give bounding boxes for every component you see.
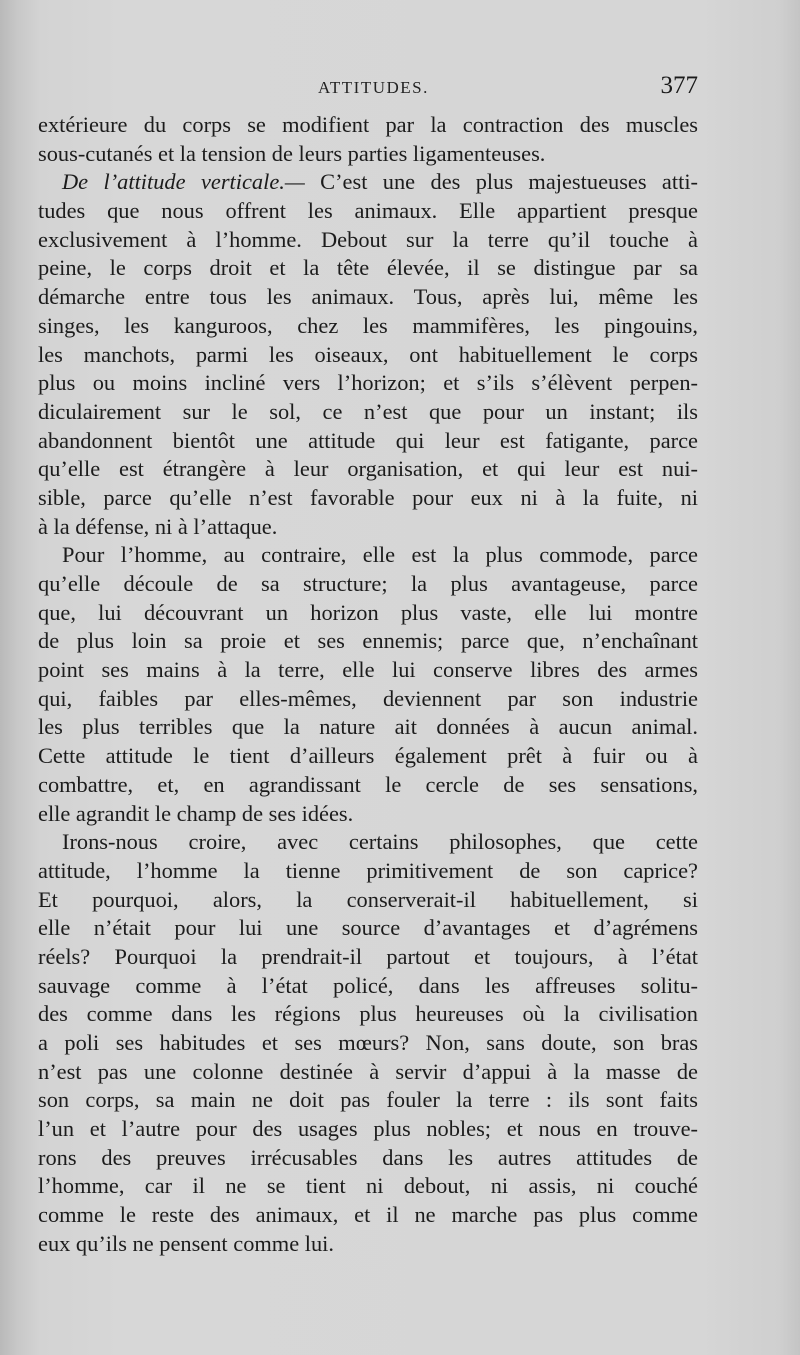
text-line: combattre, et, en agrandissant le cercle de ses sensations, [38,771,698,797]
text-line: qui, faibles par elles-mêmes, deviennent par son industrie [38,685,698,711]
text-line: l’homme, car il ne se tient ni debout, ni assis, ni couché [38,1173,698,1199]
text-line: peine, le corps droit et la tête élevée, il se distingue par sa [38,255,698,281]
text-line: démarche entre tous les animaux. Tous, après lui, même les [38,284,698,310]
running-head: ATTITUDES. [318,78,429,97]
text-line: Et pourquoi, alors, la conserverait-il habituellement, si [38,886,698,912]
text-line: extérieure du corps se modifient par la contraction des muscles [38,112,698,137]
text-line: sible, parce qu’elle n’est favorable pour eux ni à la fuite, ni [38,484,698,510]
text-line: singes, les kanguroos, chez les mammifères, les pingouins, [38,312,698,338]
text-line: abandonnent bientôt une attitude qui leur est fatigante, parce [38,427,698,453]
text-line: a poli ses habitudes et ses mœurs? Non, sans doute, son bras [38,1030,698,1055]
text-line: Pour l’homme, au contraire, elle est la plus commode, parce [62,542,698,568]
text-line: l’un et l’autre pour des usages plus nobles; et nous en trouve- [38,1116,698,1142]
text-line: à la défense, ni à l’attaque. [38,513,278,539]
text-line: exclusivement à l’homme. Debout sur la terre qu’il touche à [38,226,698,252]
text-line: elle n’était pour lui une source d’avantages et d’agrémens [38,915,698,941]
text-line: qu’elle est étrangère à leur organisation, et qui leur est nui- [38,456,698,482]
text-line: sous-cutanés et la tension de leurs parties ligamenteuses. [38,140,546,166]
text-line: eux qu’ils ne pensent comme lui. [38,1230,334,1256]
text-line: Cette attitude le tient d’ailleurs également prêt à fuir ou à [38,743,698,769]
text-line: diculairement sur le sol, ce n’est que pour un instant; ils [38,398,698,424]
page-header [36,72,698,104]
text-line: que, lui découvrant un horizon plus vaste, elle lui montre [38,599,698,625]
text-line: n’est pas une colonne destinée à servir d’appui à la masse de [38,1058,698,1084]
text-line: point ses mains à la terre, elle lui conserve libres des armes [38,657,698,683]
text-line: les manchots, parmi les oiseaux, ont habituellement le corps [38,341,698,367]
text-line: plus ou moins incliné vers l’horizon; et s’ils s’élèvent perpen- [38,370,698,396]
section-heading: De l’attitude verticale.— [62,169,305,195]
text-line: des comme dans les régions plus heureuses où la civilisation [38,1001,698,1027]
text-line: qu’elle découle de sa structure; la plus avantageuse, parce [38,571,698,596]
text-line: sauvage comme à l’état policé, dans les affreuses solitu- [38,972,698,998]
text-line: son corps, sa main ne doit pas fouler la terre : ils sont faits [38,1087,698,1113]
page-number: 377 [660,72,698,99]
text-line: de plus loin sa proie et ses ennemis; parce que, n’enchaînant [38,628,698,654]
text-line: les plus terribles que la nature ait données à aucun animal. [38,714,698,740]
text-line: Irons-nous croire, avec certains philosophes, que cette [62,829,698,855]
text-line: comme le reste des animaux, et il ne marche pas plus comme [38,1202,698,1228]
text-line: réels? Pourquoi la prendrait-il partout et toujours, à l’état [38,943,698,969]
text-line: tudes que nous offrent les animaux. Elle appartient presque [38,198,698,224]
body-text [38,111,698,1259]
text-line-rest: C’est une des plus majestueuses atti- [320,169,698,195]
text-line: attitude, l’homme la tienne primitivement de son caprice? [38,857,698,883]
text-line: elle agrandit le champ de ses idées. [38,800,354,826]
text-line: rons des preuves irrécusables dans les autres attitudes de [38,1144,698,1170]
text-line-section-start [38,168,698,197]
